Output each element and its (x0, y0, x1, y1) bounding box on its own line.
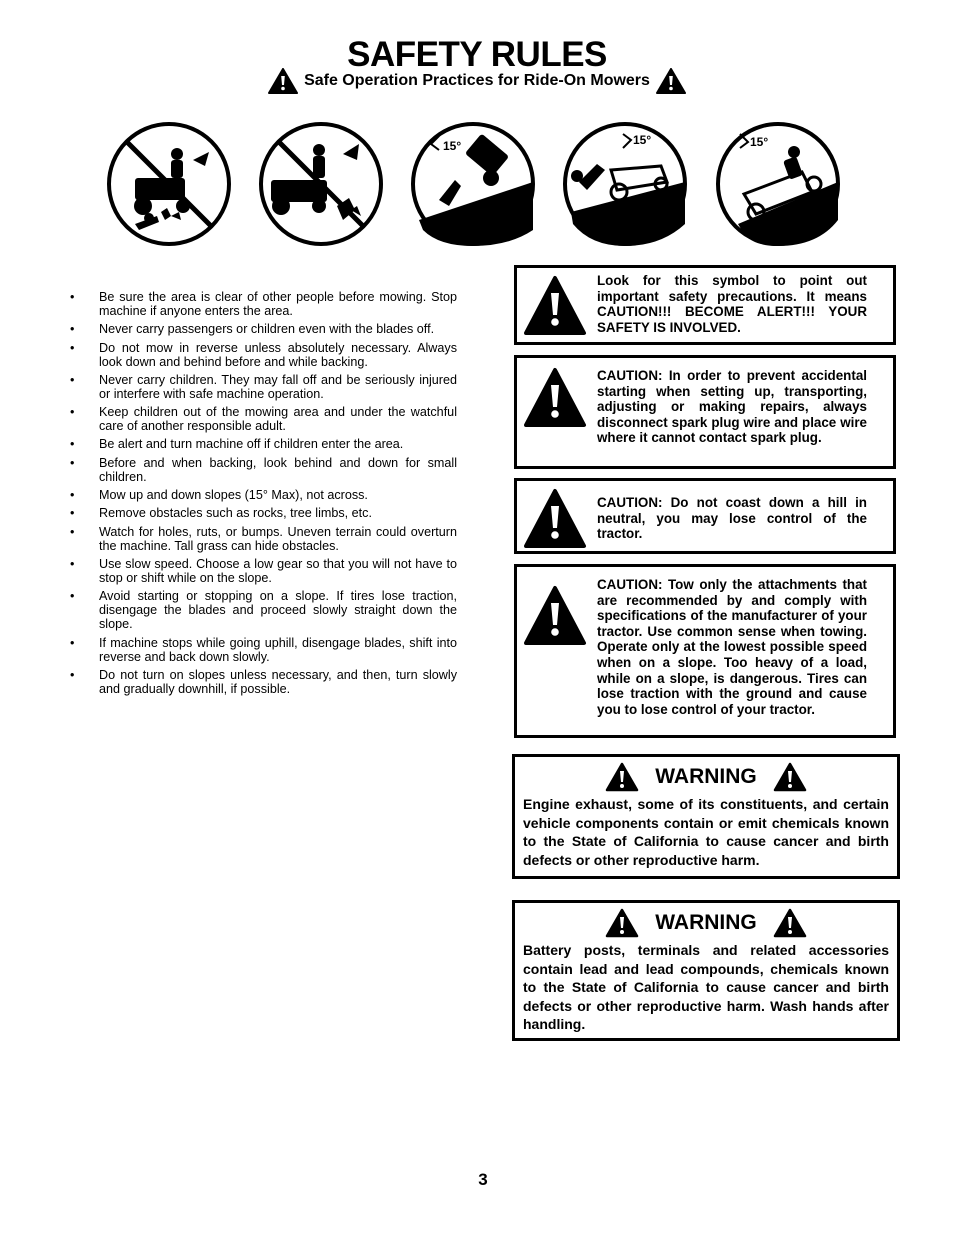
warning-text: Battery posts, terminals and related accessories contain lead and lead compounds, chemicals known to the State of California to cause cancer and birth defects or other reproductive harm. Wash hands after handling. (523, 942, 889, 1032)
caution-triangle-icon (523, 275, 587, 337)
warning-text: Engine exhaust, some of its constituents, and certain vehicle components contain or emit chemicals known to the State of California to cause cancer and birth defects or other reproductive harm. (523, 796, 889, 868)
list-item: • If machine stops while going uphill, disengage blades, shift into reverse and back down slowly. (70, 636, 457, 664)
slope-angle-label: 15° (443, 139, 462, 153)
slope-angle-label: 15° (750, 135, 769, 149)
list-item: • Remove obstacles such as rocks, tree limbs, etc. (70, 506, 457, 520)
warning-heading: WARNING (655, 765, 757, 788)
list-item: • Watch for holes, ruts, or bumps. Uneven terrain could overturn the machine. Tall grass can hide obstacles. (70, 525, 457, 553)
warning-triangle-icon (268, 68, 298, 94)
list-item: • Do not turn on slopes unless necessary, and then, turn slowly and gradually downhill, if possible. (70, 668, 457, 696)
caution-box-coasting (514, 478, 896, 554)
list-item: • Before and when backing, look behind and down for small children. (70, 456, 457, 484)
caution-box-spark-plug (514, 355, 896, 469)
warning-triangle-icon (605, 762, 639, 792)
warning-triangle-icon (656, 68, 686, 94)
list-item: • Never carry passengers or children even with the blades off. (70, 322, 457, 336)
mow-up-down-slope-icon (714, 120, 842, 248)
warning-triangle-icon (773, 762, 807, 792)
tipping-forward-slope-icon (409, 120, 537, 248)
caution-triangle-icon (523, 488, 587, 550)
list-item: • Use slow speed. Choose a low gear so that you will not have to stop or shift while on the slope. (70, 557, 457, 585)
page-subtitle: Safe Operation Practices for Ride-On Mowers (304, 72, 650, 89)
list-item: • Be alert and turn machine off if children enter the area. (70, 437, 457, 451)
page-number: 3 (478, 1170, 488, 1189)
safety-rules-list (70, 290, 457, 700)
list-item: • Be sure the area is clear of other people before mowing. Stop machine if anyone enters the area. (70, 290, 457, 318)
list-item: • Do not mow in reverse unless absolutely necessary. Always look down and behind before and while backing. (70, 341, 457, 369)
warning-triangle-icon (773, 908, 807, 938)
caution-text: Look for this symbol to point out important safety precautions. It means CAUTION!!! BECOME ALERT!!! YOUR SAFETY IS INVOLVED. (597, 273, 867, 335)
caution-triangle-icon (523, 367, 587, 429)
page-title: SAFETY RULES (347, 35, 607, 74)
warning-heading: WARNING (655, 911, 757, 934)
warning-box-exhaust (512, 754, 900, 879)
warning-box-battery (512, 900, 900, 1041)
caution-triangle-icon (523, 585, 587, 647)
caution-text: CAUTION: In order to prevent accidental starting when setting up, transporting, adjusting or making repairs, always disconnect spark plug wire and place wire where it cannot contact spark plug. (597, 368, 867, 446)
safety-pictograms (105, 120, 845, 250)
list-item: • Keep children out of the mowing area and under the watchful care of another responsible adult. (70, 405, 457, 433)
page-subtitle-row (0, 70, 954, 92)
caution-text: CAUTION: Tow only the attachments that are recommended by and comply with specifications of the manufacturer of your tractor. Use common sense when towing. Operate only at the lowest possible speed when on a slope. Too heavy of a load, while on a slope, is dangerous. Tires can lose traction with the ground and cause you to lose control of your tractor. (597, 577, 867, 717)
caution-box-towing (514, 564, 896, 738)
tipping-backward-slope-icon (561, 120, 689, 248)
caution-text: CAUTION: Do not coast down a hill in neutral, you may lose control of the tractor. (597, 495, 867, 542)
no-children-near-mower-icon (105, 120, 233, 248)
warning-triangle-icon (605, 908, 639, 938)
no-passengers-icon (257, 120, 385, 248)
slope-angle-label: 15° (633, 133, 652, 147)
caution-box-symbol (514, 265, 896, 345)
warning-heading-row (515, 759, 897, 795)
list-item: • Avoid starting or stopping on a slope. If tires lose traction, disengage the blades and proceed slowly straight down the slope. (70, 589, 457, 631)
warning-heading-row (515, 905, 897, 941)
list-item: • Mow up and down slopes (15° Max), not across. (70, 488, 457, 502)
list-item: • Never carry children. They may fall off and be seriously injured or interfere with safe machine operation. (70, 373, 457, 401)
